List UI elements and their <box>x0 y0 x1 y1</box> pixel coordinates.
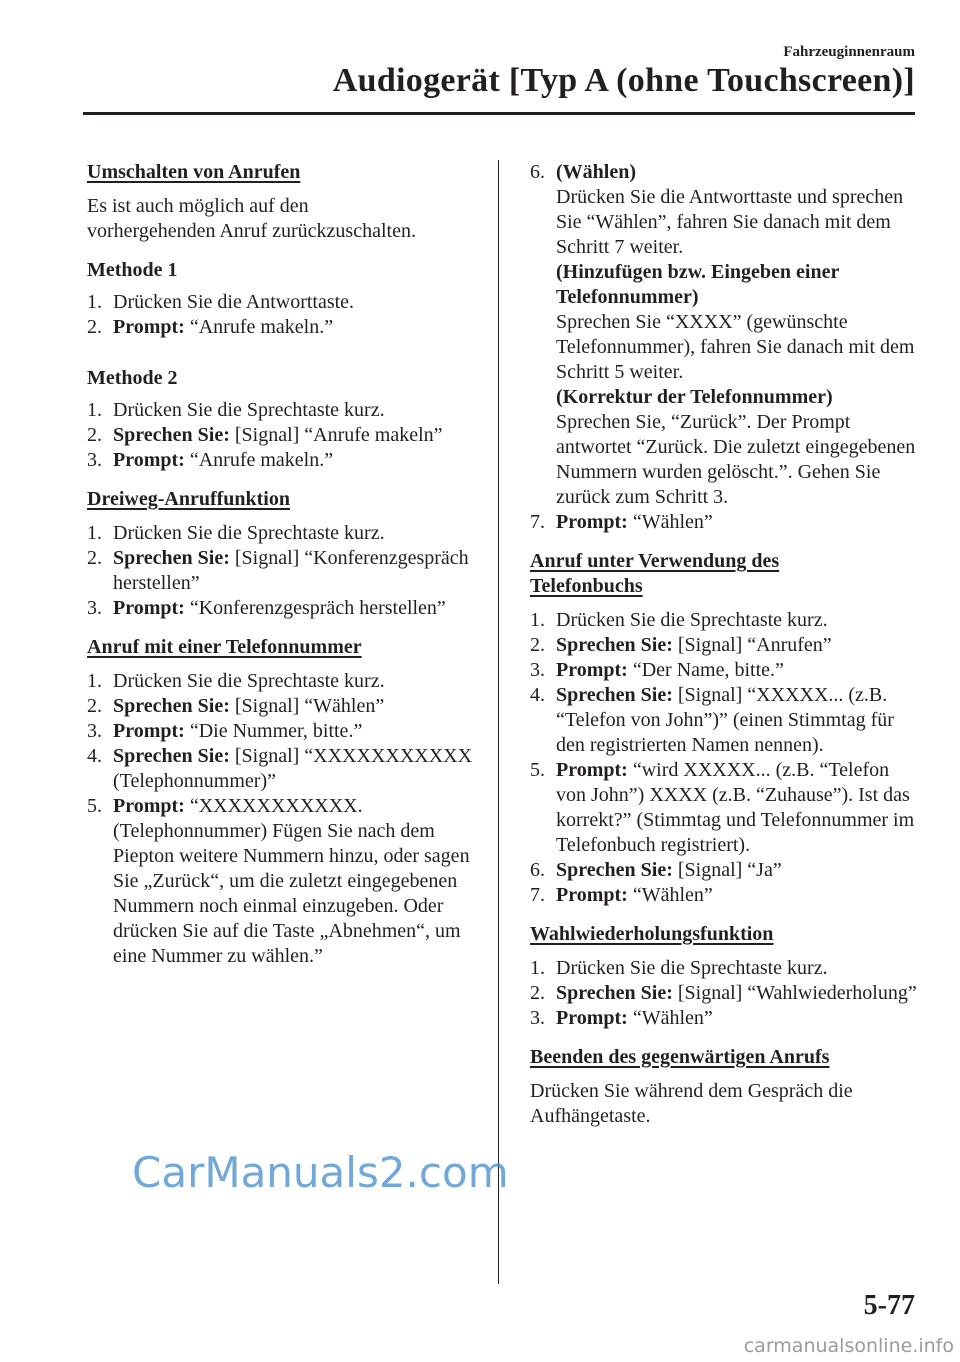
wahlwiederholung-steps <box>530 956 922 1031</box>
list-item: 7. Prompt: “Wählen” <box>530 511 713 533</box>
list-item: 2. Sprechen Sie: [Signal] “Anrufe makeln” <box>87 424 443 446</box>
list-item: 1. Drücken Sie die Sprechtaste kurz. <box>87 522 385 544</box>
list-item: 1. Drücken Sie die Sprechtaste kurz. <box>87 670 385 692</box>
step-label-hinzufuegen: (Hinzufügen bzw. Eingeben einer Telefonnummer) <box>556 261 839 308</box>
list-item: 2. Sprechen Sie: [Signal] “Konferenzgespräch herstellen” <box>87 547 469 594</box>
step-text-waehlen: Drücken Sie die Antworttaste und sprechen Sie “Wählen”, fahren Sie danach mit dem Schritt 7 weiter. <box>556 186 904 258</box>
list-item: 5. Prompt: “wird XXXXX... (z.B. “Telefon von John”) XXXX (z.B. “Zuhause”). Ist das korrekt?” (Stimmtag und Telefonnummer im Telefonbuch registriert). <box>530 759 915 856</box>
intro-paragraph <box>87 194 479 244</box>
list-item: 3. Prompt: “Die Nummer, bitte.” <box>87 720 363 742</box>
heading-telefonnummer: Anruf mit einer Telefonnummer <box>87 636 362 658</box>
watermark-carmanuals2: CarManuals2.com <box>132 1148 509 1197</box>
list-item: 7. Prompt: “Wählen” <box>530 884 713 906</box>
telefonbuch-steps <box>530 608 922 908</box>
list-item: 4. Sprechen Sie: [Signal] “XXXXX... (z.B. “Telefon von John”)” (einen Stimmtag für den registrierten Namen nennen). <box>530 684 894 756</box>
list-item: 1. Drücken Sie die Sprechtaste kurz. <box>530 957 828 979</box>
heading-beenden: Beenden des gegenwärtigen Anrufs <box>530 1046 830 1068</box>
dreiweg-steps <box>87 521 479 621</box>
watermark-carmanualsonline: carmanualsonline.info <box>743 1335 954 1357</box>
list-item: 1. Drücken Sie die Sprechtaste kurz. <box>530 609 828 631</box>
step-label-korrektur: (Korrektur der Telefonnummer) <box>556 386 833 408</box>
list-item: 2. Sprechen Sie: [Signal] “Wahlwiederholung” <box>530 982 917 1004</box>
heading-methode-1: Methode 1 <box>87 259 178 281</box>
step-label-waehlen: (Wählen) <box>556 161 636 183</box>
list-item: 1. Drücken Sie die Antworttaste. <box>87 291 355 313</box>
telefonnummer-steps <box>87 669 479 969</box>
step-text-korrektur: Sprechen Sie, “Zurück”. Der Prompt antwortet “Zurück. Die zuletzt eingegebenen Nummern wurden gelöscht.”. Gehen Sie zurück zum Schritt 3. <box>556 411 916 508</box>
section-label: Fahrzeuginnenraum <box>783 44 915 60</box>
page-title: Audiogerät [Typ A (ohne Touchscreen)] <box>332 62 915 99</box>
heading-methode-2: Methode 2 <box>87 367 178 389</box>
heading-umschalten: Umschalten von Anrufen <box>87 161 301 183</box>
list-item: 1. Drücken Sie die Sprechtaste kurz. <box>87 399 385 421</box>
list-item: 2. Prompt: “Anrufe makeln.” <box>87 316 334 338</box>
right-column <box>530 160 922 1143</box>
list-item: 3. Prompt: “Der Name, bitte.” <box>530 659 784 681</box>
continued-steps <box>530 160 922 535</box>
left-column <box>87 160 479 983</box>
heading-wahlwiederholung: Wahlwiederholungsfunktion <box>530 923 774 945</box>
methode-1-steps <box>87 290 479 340</box>
list-item: 6. Sprechen Sie: [Signal] “Ja” <box>530 859 782 881</box>
page-number: 5-77 <box>863 1290 915 1321</box>
list-item: 4. Sprechen Sie: [Signal] “XXXXXXXXXXX (Telephonnummer)” <box>87 745 473 792</box>
header-rule <box>83 112 915 115</box>
list-item: 6. (Wählen) Drücken Sie die Antworttaste und sprechen Sie “Wählen”, fahren Sie danach mit dem Schritt 7 weiter. (Hinzufügen bzw. Eingeben einer Telefonnummer) Sprechen Sie “XXXX” (gewünschte Telefonnummer), fahren Sie danach mit dem Schritt 5 weiter. (Korrektur der Telefonnummer) Sprechen Sie, “Zurück”. Der Prompt antwortet “Zurück. Die zuletzt eingegebenen Nummern wurden gelöscht.”. Gehen Sie zurück zum Schritt 3. <box>530 160 922 510</box>
step-text-hinzufuegen: Sprechen Sie “XXXX” (gewünschte Telefonnummer), fahren Sie danach mit dem Schritt 5 weiter. <box>556 311 915 383</box>
intro-line-1: Es ist auch möglich auf den <box>87 195 309 217</box>
list-item: 2. Sprechen Sie: [Signal] “Anrufen” <box>530 634 832 656</box>
list-item: 5. Prompt: “XXXXXXXXXXX. (Telephonnummer) Fügen Sie nach dem Piepton weitere Nummern hinzu, oder sagen Sie „Zurück“, um die zuletzt eingegebenen Nummern noch einmal einzugeben. Oder drücken Sie auf die Taste „Abnehmen“, um eine Nummer zu wählen.” <box>87 795 470 967</box>
list-item: 3. Prompt: “Konferenzgespräch herstellen” <box>87 597 446 619</box>
intro-line-2: vorhergehenden Anruf zurückzuschalten. <box>87 220 416 242</box>
list-item: 3. Prompt: “Wählen” <box>530 1007 713 1029</box>
list-item: 3. Prompt: “Anrufe makeln.” <box>87 449 334 471</box>
heading-telefonbuch: Anruf unter Verwendung des Telefonbuchs <box>530 550 780 597</box>
list-item: 2. Sprechen Sie: [Signal] “Wählen” <box>87 695 385 717</box>
beenden-paragraph: Drücken Sie während dem Gespräch die Aufhängetaste. <box>530 1080 853 1127</box>
heading-dreiweg: Dreiweg-Anruffunktion <box>87 488 290 510</box>
methode-2-steps <box>87 398 479 473</box>
column-divider <box>498 160 499 1284</box>
